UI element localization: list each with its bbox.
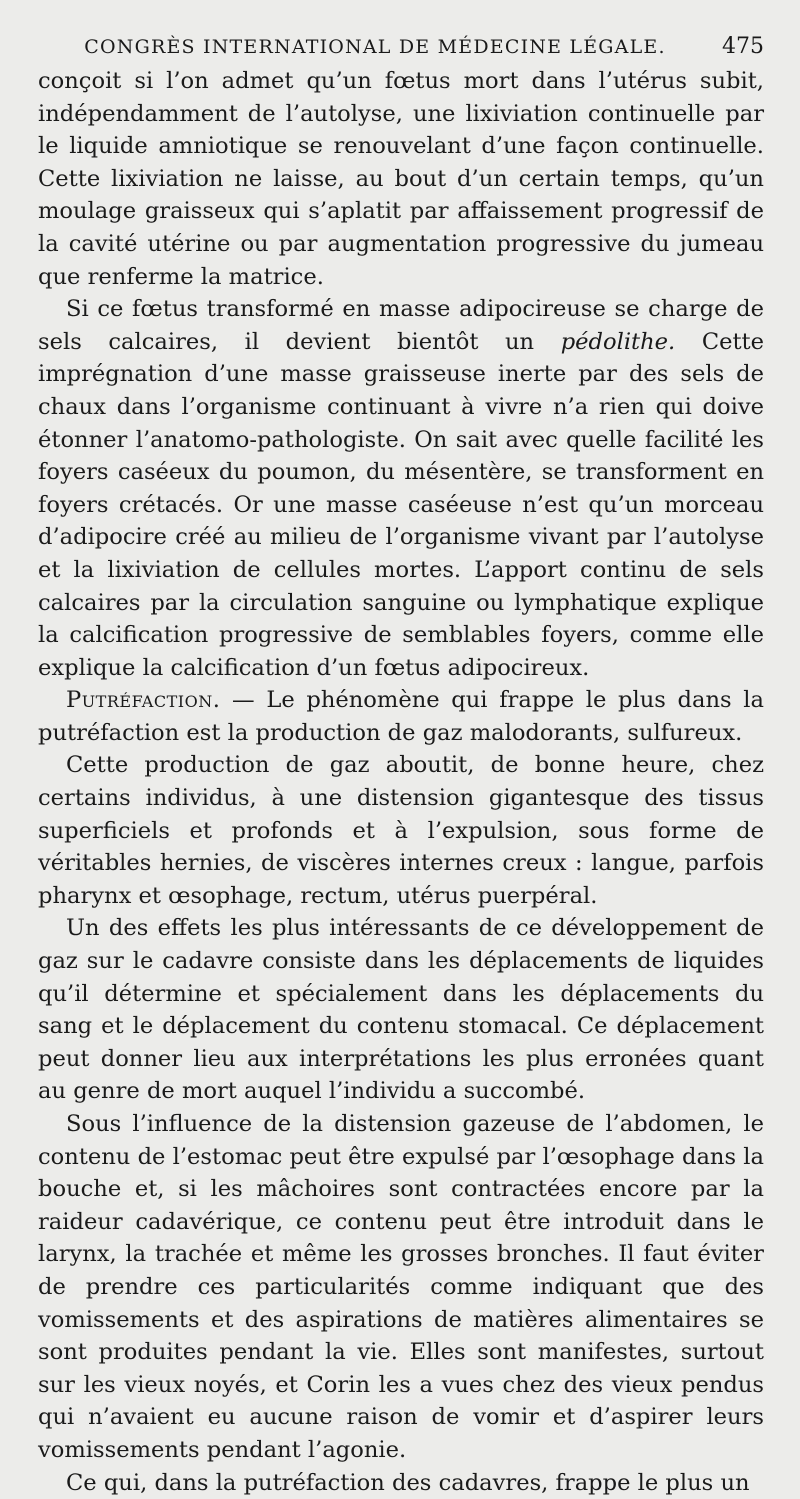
paragraph-text: Si ce fœtus transformé en masse adipocireuse se charge de sels calcaires, il devient bientôt un bbox=[38, 296, 764, 355]
paragraph-putrefaction bbox=[38, 684, 764, 749]
paragraph-text: Cette imprégnation d’une masse graisseuse inerte par des sels de chaux dans l’organisme continuant à vivre n’a rien qui doive étonner l’anatomo-pathologiste. On sait avec quelle facilité les foyers caséeux du poumon, du mésentère, se transforment en foyers crétacés. Or une masse caséeuse n’est qu’un morceau d’adipocire créé au milieu de l’organisme vivant par l’autolyse et la lixiviation de cellules mortes. L’apport continu de sels calcaires par la circulation sanguine ou lymphatique explique la calcification progressive de semblables foyers, comme elle explique la calcification d’un fœtus adipocireux. bbox=[38, 328, 765, 681]
italic-term: pédolithe. bbox=[560, 328, 676, 355]
paragraph-gaz: Cette production de gaz aboutit, de bonne heure, chez certains individus, à une distension gigantesque des tissus superficiels et profonds et à l’expulsion, sous forme de véritables hernies, de viscères internes creux : langue, parfois pharynx et œsophage, rectum, utérus puerpéral. bbox=[38, 752, 764, 909]
paragraph-deplacements: Un des effets les plus intéressants de ce développement de gaz sur le cadavre consiste dans les déplacements de liquides qu’il détermine et spécialement dans les déplacements du sang et le déplacement du contenu stomacal. Ce déplacement peut donner lieu aux interprétations les plus erronées quant au genre de mort auquel l’individu a succombé. bbox=[38, 915, 764, 1105]
paragraph-final: Ce qui, dans la putréfaction des cadavres, frappe le plus un bbox=[66, 1469, 750, 1496]
running-title: CONGRÈS INTERNATIONAL DE MÉDECINE LÉGALE. bbox=[84, 36, 666, 58]
page-number: 475 bbox=[722, 34, 764, 59]
paragraph-pedolithe bbox=[38, 293, 764, 684]
body-text bbox=[38, 65, 764, 1499]
section-heading: Putréfaction. bbox=[66, 687, 221, 714]
paragraph-distension: Sous l’influence de la distension gazeuse de l’abdomen, le contenu de l’estomac peut être expulsé par l’œsophage dans la bouche et, si les mâchoires sont contractées encore par la raideur cadavérique, ce contenu peut être introduit dans le larynx, la trachée et même les grosses bronches. Il faut éviter de prendre ces particularités comme indiquant que des vomissements et des aspirations de matières alimentaires se sont produites pendant la vie. Elles sont manifestes, surtout sur les vieux noyés, et Corin les a vues chez des vieux pendus qui n’avaient eu aucune raison de vomir et d’aspirer leurs vomissements pendant l’agonie. bbox=[38, 1111, 764, 1463]
paragraph-text: — Le phénomène qui frappe le plus dans la putréfaction est la production de gaz malodorants, sulfureux. bbox=[38, 687, 764, 746]
running-head bbox=[38, 34, 764, 59]
paragraph-continuation: conçoit si l’on admet qu’un fœtus mort dans l’utérus subit, indépendamment de l’autolyse, une lixiviation continuelle par le liquide amniotique se renouvelant d’une façon continuelle. Cette lixiviation ne laisse, au bout d’un certain temps, qu’un moulage graisseux qui s’aplatit par affaissement progressif de la cavité utérine ou par augmentation progressive du jumeau que renferme la matrice. bbox=[38, 68, 764, 290]
